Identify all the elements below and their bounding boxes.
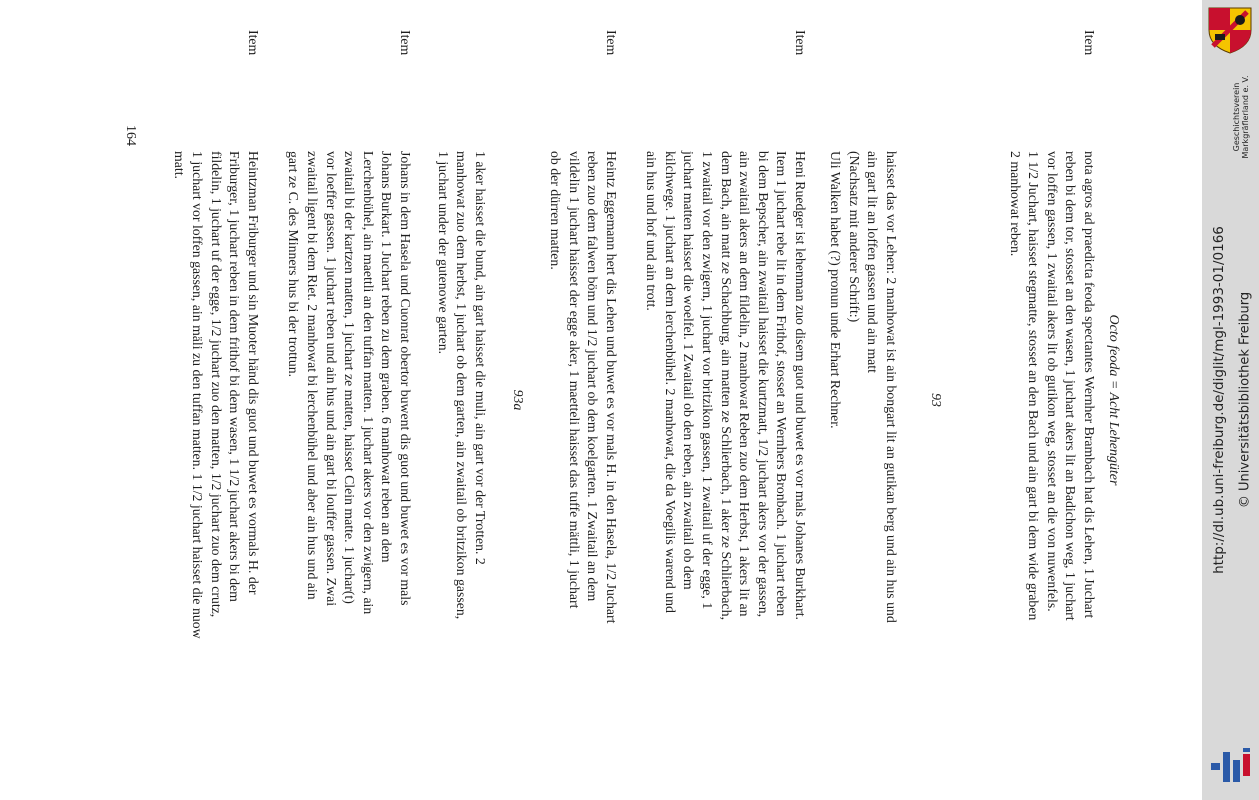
text-line: ain hus und hof und ain trott. bbox=[644, 151, 660, 311]
entry-text bbox=[826, 151, 900, 641]
text-line: Johans in dem Hasela und Cuonrat obertor buwent dis guot und buwet es vor mals bbox=[398, 151, 413, 606]
text-line: Item 1 juchart rebe lit in dem Frithof, stosset an Wernhers Bronbach. 1 juchart reben bbox=[774, 151, 790, 617]
entry-label: Item bbox=[604, 30, 619, 56]
text-line: ob der dürren matten. bbox=[548, 151, 564, 270]
text-line: bi dem Bepscher, ain zwaitail haisset die kurtzmatt, 1/2 juchart akers vor der gassen, bbox=[755, 151, 771, 618]
document-url-link[interactable]: http://dl.ub.uni-freiburg.de/diglit/mgl-1993-01/0166 bbox=[1211, 226, 1227, 574]
university-library-logo-icon bbox=[1211, 748, 1253, 784]
text-line: vildelin 1 juchart haisset der egge aker, 1 maetteli haisset das tuffe mättli, 1 juchart bbox=[566, 151, 582, 609]
text-line: zwaitail bi der kartzen matten, 1 juchart ze matten, haisset Clein matte. 1 juchar(t) bbox=[342, 151, 358, 604]
text-line: juchart matten haisset die woelfel. 1 Zwaitail ob den reben, ain zwaitail ob dem bbox=[681, 151, 697, 590]
text-line: 1 juchart under der gutenowe garten. bbox=[435, 151, 451, 355]
entry-label: Item bbox=[398, 30, 413, 56]
entry-text bbox=[642, 151, 809, 641]
coat-of-arms-icon bbox=[1207, 6, 1253, 54]
text-line: dem Bach, ain matt ze Schachburg, ain matten ze Schlierbach, 1 aker ze Schlierbach, bbox=[718, 151, 734, 621]
text-line: Friburger, 1 juchart reben in dem frithof bi dem wasen, 1 1/2 juchart akers bi dem bbox=[227, 151, 243, 602]
text-line: 1 juchart vor loffen gassen, ain mäli zu den tuffan matten. 1 1/2 juchart haisset die nuow bbox=[190, 151, 206, 639]
entry-label: Item bbox=[1082, 30, 1097, 56]
entry-text bbox=[546, 151, 620, 641]
text-line: Johans Burkart. 1 Juchart reben zu dem graben. 6 manhowat reben an dem bbox=[379, 151, 395, 563]
text-line: haisset das vor Lehen: 2 manhowat ist ain bongart lit an gutikan berg und ain hus und bbox=[884, 151, 899, 623]
entry-text bbox=[169, 151, 262, 641]
text-line: 1 zwaitail vor den zwigern, 1 juchart vor britzikon gassen, 1 zwaitail uf der egge, 1 bbox=[700, 151, 716, 610]
text-line: Heintzman Friburger und sin Muoter händ dis guot und buwet es vormals H. der bbox=[246, 151, 261, 595]
text-line: ain gart lit an loffen gassen und ain matt bbox=[865, 151, 881, 373]
text-line: fildelin, 1 juchart uf der egge, 1/2 juchart zuo den matten, 1/2 juchart zuo dem crutz, bbox=[208, 151, 224, 618]
text-line: gart ze C. des Minners hus bi der trottun. bbox=[286, 151, 302, 378]
text-line: nota agros ad praedicta feoda spectantes Wernher Brambach hat dis Lehen, 1 Juchart bbox=[1082, 151, 1097, 619]
text-line: Uli Walken habet (?) pronun unde Erhart Rechner. bbox=[828, 151, 844, 429]
society-credit bbox=[1232, 72, 1250, 162]
text-line: manhowat zuo dem herbst, 1 juchart ob dem garten, ain zwaitail ob britzikon gassen, bbox=[454, 151, 470, 620]
folio-marker-93: 93 bbox=[929, 393, 944, 407]
folio-marker-93a: 93a bbox=[511, 389, 526, 411]
text-line: reben zuo dem falwen böm und 1/2 juchart ob dem koelgarten. 1 Zwaitail an dem bbox=[585, 151, 601, 602]
text-line: 1 1/2 Juchart, haisset stegmatte, stosset an den Bach und ain gart bi dem wide graben bbox=[1026, 151, 1042, 621]
text-line: vor loeffer gassen. 1 juchart reben und ain hus und ain gart bi louffer gassen. Zwai bbox=[323, 151, 339, 607]
text-line: 1 aker haisset die bund, ain gart haisset die muli, ain gart vor der Trotten. 2 bbox=[473, 151, 488, 565]
copyright-text: © Universitätsbibliothek Freiburg bbox=[1237, 291, 1253, 509]
entry-text bbox=[433, 151, 489, 641]
text-line: 2 manhowat reben. bbox=[1007, 151, 1023, 257]
text-line: kilchwege. 1 juchart an dem lerchenbühel. 2 manhowat, die da Voegilis warend und bbox=[662, 151, 678, 613]
text-line: matt. bbox=[171, 151, 187, 179]
text-line: Lerchenbühel, ain maettli an den tuffan matten. 1 juchart akers vor den zwigern, ain bbox=[360, 151, 376, 615]
text-line: (Nachsatz mit anderer Schrift:) bbox=[846, 151, 862, 323]
page-header: Octo feoda = Acht Lehengüter bbox=[1106, 314, 1121, 486]
text-line: zwaitail ligent bi dem Riet. 2 manhowat bi lerchenbühel und aber ain hus und ain bbox=[305, 151, 321, 600]
page-number: 164 bbox=[123, 125, 138, 146]
society-region-line: Markgräflerland e. V. bbox=[1241, 75, 1250, 159]
text-line: Heintz Eggemann hert dis Lehen und buwet es vor mals H. in den Hasela, 1/2 Juchart bbox=[604, 151, 619, 624]
society-name-line: Geschichtsverein bbox=[1232, 82, 1241, 152]
text-line: reben bi dem tor, stosset an den wasen, 1 juchart akers lit an Badichon weg, 1 juchart bbox=[1063, 151, 1079, 621]
entry-text bbox=[1005, 151, 1098, 641]
entry-label: Item bbox=[246, 30, 261, 56]
text-line: Heni Ruedger ist lehenman zuo disem guot und buwet es vor mals Johanes Burkhart. bbox=[793, 151, 808, 620]
text-line: vor loffen gassen, 1 zwaitail akers lit ob gutikon weg, stosset an die von nuwenfels. bbox=[1044, 151, 1060, 612]
entry-label: Item bbox=[793, 30, 808, 56]
entry-text bbox=[284, 151, 414, 641]
text-line: ain zwaitail akers an dem fildelin, 2 manhowat Reben zuo dem Herbst, 1 akers lit an bbox=[737, 151, 753, 617]
